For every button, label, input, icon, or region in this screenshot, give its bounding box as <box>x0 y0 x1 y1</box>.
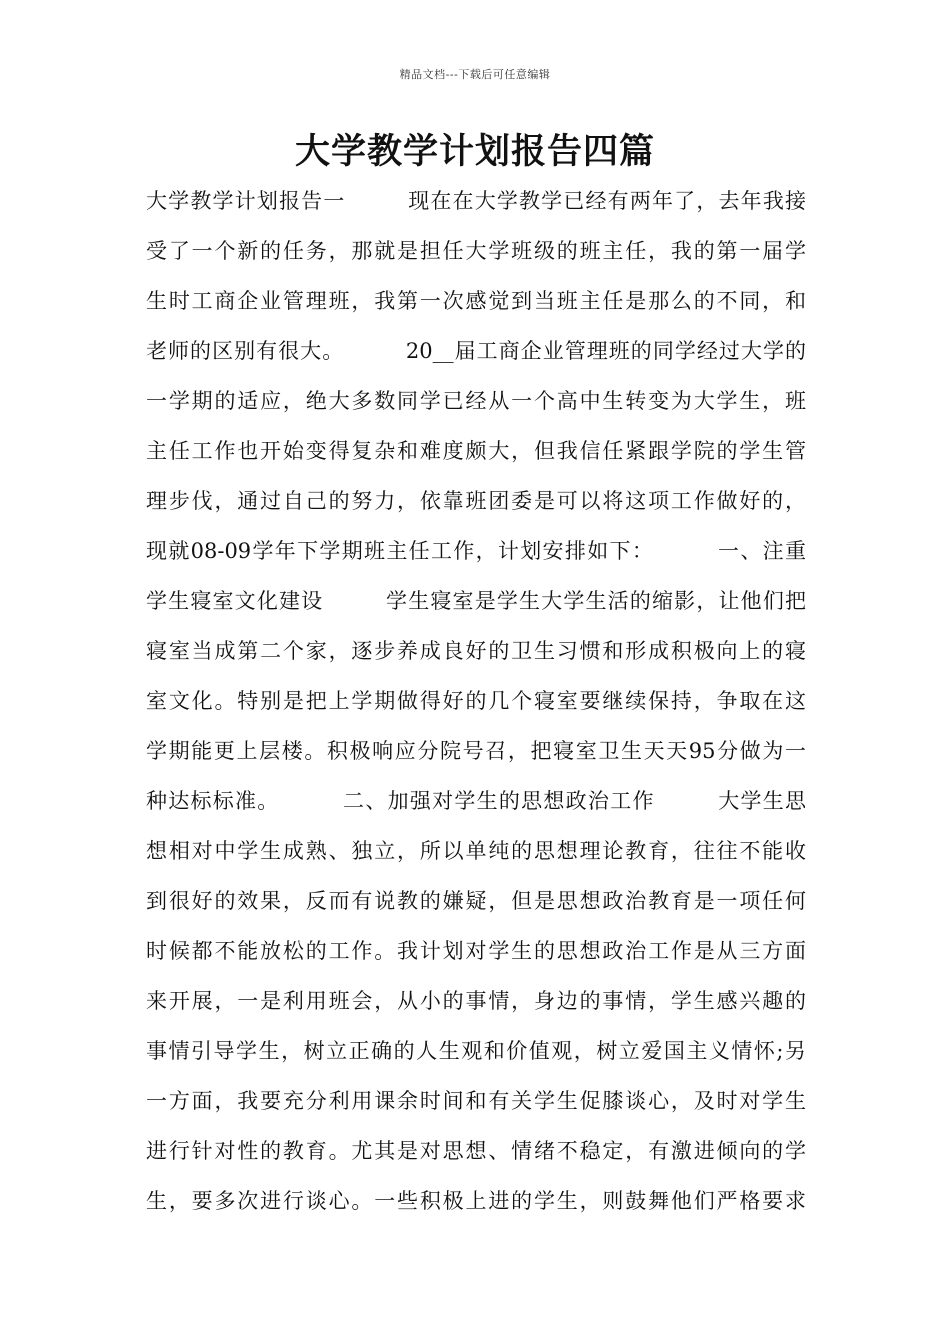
body-line: 主任工作也开始变得复杂和难度颇大，但我信任紧跟学院的学生管 <box>146 439 806 463</box>
body-line: 受了一个新的任务，那就是担任大学班级的班主任，我的第一届学 <box>146 239 806 263</box>
body-line: 一方面，我要充分利用课余时间和有关学生促膝谈心，及时对学生 <box>146 1089 806 1113</box>
body-line: 室文化。特别是把上学期做得好的几个寝室要继续保持，争取在这 <box>146 689 806 713</box>
body-line: 学期能更上层楼。积极响应分院号召，把寝室卫生天天95分做为一 <box>146 739 806 763</box>
body-line: 到很好的效果，反而有说教的嫌疑，但是思想政治教育是一项任何 <box>146 889 806 913</box>
body-line: 生时工商企业管理班，我第一次感觉到当班主任是那么的不同，和 <box>146 289 806 313</box>
body-line: 生，要多次进行谈心。一些积极上进的学生，则鼓舞他们严格要求 <box>146 1189 806 1213</box>
body-line: 想相对中学生成熟、独立，所以单纯的思想理论教育，往往不能收 <box>146 839 806 863</box>
body-line: 现就08-09学年下学期班主任工作，计划安排如下： 一、注重 <box>146 539 806 563</box>
body-line: 来开展，一是利用班会，从小的事情，身边的事情，学生感兴趣的 <box>146 989 806 1013</box>
header-note: 精品文档---下载后可任意编辑 <box>399 68 551 81</box>
body-line: 事情引导学生，树立正确的人生观和价值观，树立爱国主义情怀;另 <box>146 1039 806 1063</box>
body-line: 进行针对性的教育。尤其是对思想、情绪不稳定，有激进倾向的学 <box>146 1139 806 1163</box>
body-line: 学生寝室文化建设 学生寝室是学生大学生活的缩影，让他们把 <box>146 589 806 613</box>
body-line: 理步伐，通过自己的努力，依靠班团委是可以将这项工作做好的， <box>146 489 806 513</box>
body-line: 一学期的适应，绝大多数同学已经从一个高中生转变为大学生，班 <box>146 389 806 413</box>
body-line: 大学教学计划报告一 现在在大学教学已经有两年了，去年我接 <box>146 189 806 213</box>
document-title: 大学教学计划报告四篇 <box>294 131 655 172</box>
body-line: 老师的区别有很大。 20__届工商企业管理班的同学经过大学的 <box>146 339 806 363</box>
body-line: 寝室当成第二个家，逐步养成良好的卫生习惯和形成积极向上的寝 <box>146 639 806 663</box>
body-line: 种达标标准。 二、加强对学生的思想政治工作 大学生思 <box>146 789 806 813</box>
document-body <box>146 179 806 1229</box>
body-line: 时候都不能放松的工作。我计划对学生的思想政治工作是从三方面 <box>146 939 806 963</box>
